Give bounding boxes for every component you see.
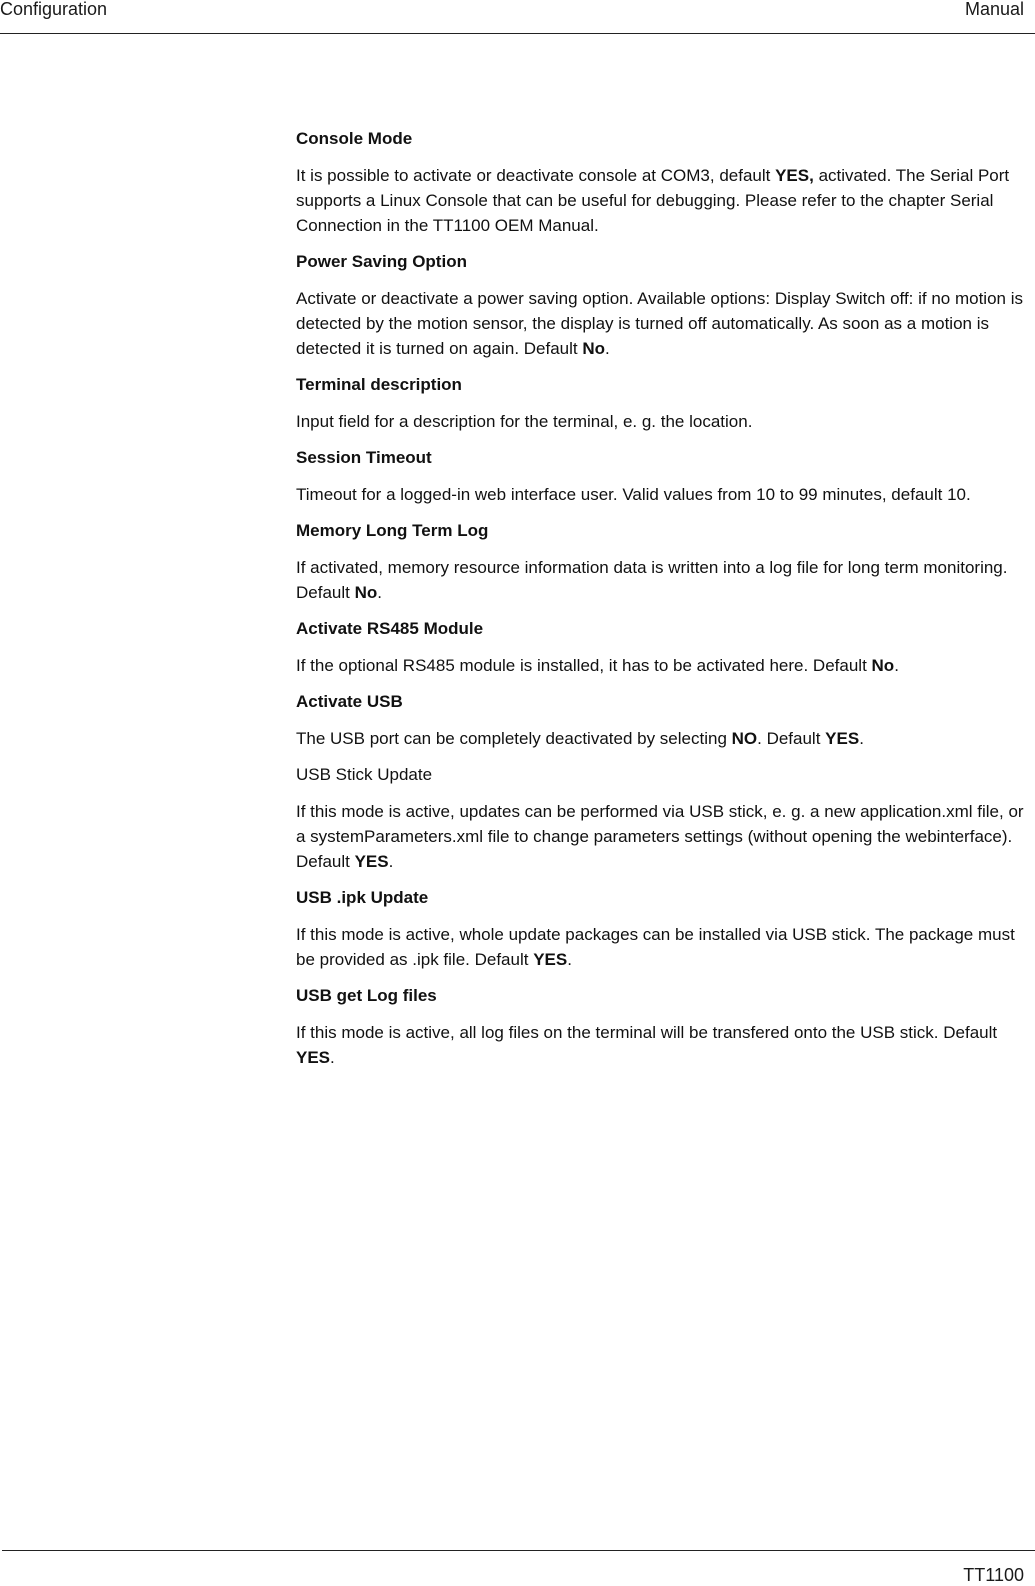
section-heading-activate-usb: Activate USB <box>296 692 403 711</box>
section-heading-memory-long-term-log: Memory Long Term Log <box>296 521 489 540</box>
footer-divider <box>2 1550 1035 1551</box>
section-text-terminal-description: Input field for a description for the terminal, e. g. the location. <box>296 412 753 431</box>
section-text-rs485-module: If the optional RS485 module is installed, it has to be activated here. Default No. <box>296 656 899 675</box>
header-document-type: Manual <box>964 0 1024 19</box>
footer-product-name: TT1100 <box>963 1565 1024 1585</box>
section-heading-console-mode: Console Mode <box>296 129 413 148</box>
section-heading-usb-stick-update: USB Stick Update <box>296 765 433 784</box>
section-text-console-mode: It is possible to activate or deactivate console at COM3, default YES, activated. The Serial Port supports a Linux Console that can be useful for debugging. Please refer to the chapter Serial Connection in the TT1100 OEM Manual. <box>296 166 1010 235</box>
section-text-usb-get-log-files: If this mode is active, all log files on the terminal will be transfered onto the USB stick. Default YES. <box>296 1023 998 1067</box>
section-heading-rs485-module: Activate RS485 Module <box>296 619 484 638</box>
page-header <box>0 0 1035 34</box>
section-text-session-timeout: Timeout for a logged-in web interface user. Valid values from 10 to 99 minutes, default 10. <box>296 485 971 504</box>
section-heading-terminal-description: Terminal description <box>296 375 462 394</box>
section-heading-usb-get-log-files: USB get Log files <box>296 986 437 1005</box>
header-chapter-title: Configuration <box>0 0 108 19</box>
main-content <box>296 127 1031 1082</box>
section-heading-session-timeout: Session Timeout <box>296 448 432 467</box>
section-text-usb-stick-update: If this mode is active, updates can be performed via USB stick, e. g. a new application.xml file, or a systemParameters.xml file to change parameters settings (without opening the webinterface). Default YES. <box>296 802 1024 871</box>
section-heading-usb-ipk-update: USB .ipk Update <box>296 888 429 907</box>
section-text-memory-long-term-log: If activated, memory resource information data is written into a log file for long term monitoring. Default No. <box>296 558 1008 602</box>
section-text-power-saving: Activate or deactivate a power saving option. Available options: Display Switch off: if no motion is detected by the motion sensor, the display is turned off automatically. As soon as a motion is detected it is turned on again. Default No. <box>296 289 1023 358</box>
section-text-activate-usb: The USB port can be completely deactivated by selecting NO. Default YES. <box>296 729 864 748</box>
section-text-usb-ipk-update: If this mode is active, whole update packages can be installed via USB stick. The package must be provided as .ipk file. Default YES. <box>296 925 1015 969</box>
section-heading-power-saving: Power Saving Option <box>296 252 467 271</box>
